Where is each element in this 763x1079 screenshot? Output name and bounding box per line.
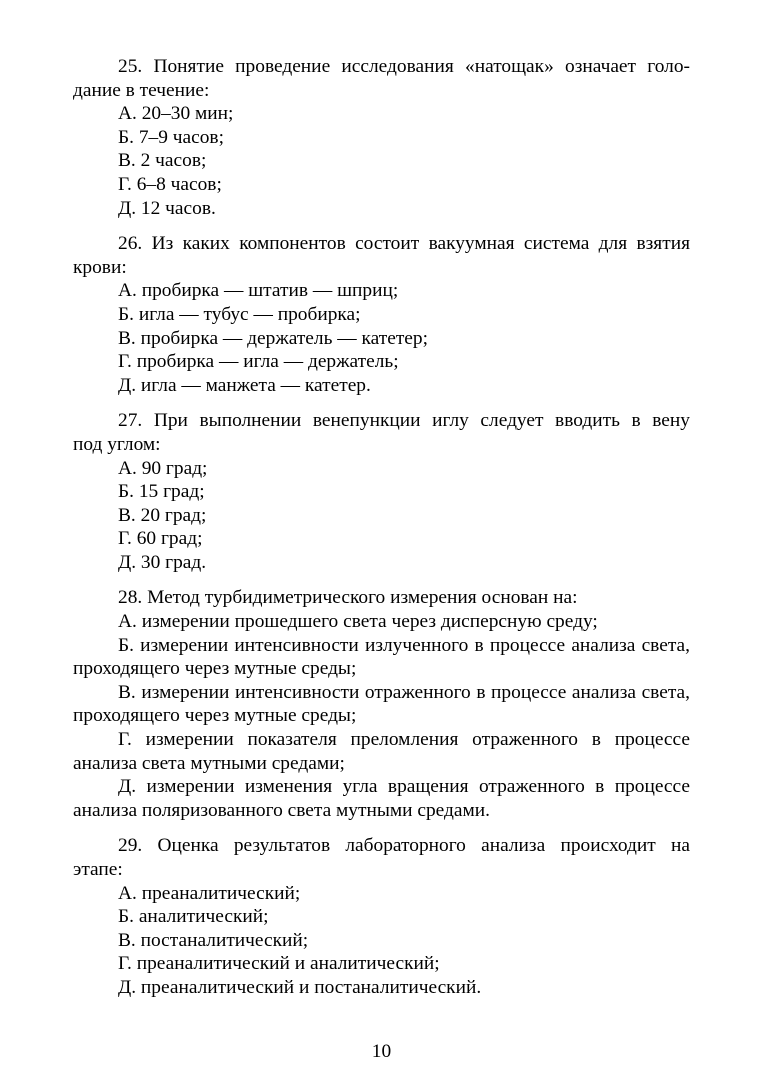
answer-option: Д. измерении изменения угла вращения отраженного в процессе анализа поляризованного света мутными средами. (73, 776, 690, 821)
question-text-line: 25. Понятие проведение исследования «натощак» означает голо- (118, 56, 690, 77)
answer-option: А. пробирка — штатив — шприц; (118, 280, 399, 302)
answer-option: А. измерении прошедшего света через дисперсную среду; (118, 611, 598, 633)
answer-option: Б. измерении интенсивности излученного в процессе анализа света, проходящего через мутные среды; (73, 634, 690, 680)
answer-option: А. 90 град; (118, 457, 208, 479)
question-text-line: под углом: (73, 433, 161, 455)
answer-option: Г. преаналитический и аналитический; (118, 953, 440, 975)
question-text-line: 29. Оценка результатов лабораторного анализа происходит на (118, 835, 690, 857)
question-28 (73, 586, 690, 822)
page-number: 10 (371, 1041, 392, 1062)
answer-option: Б. аналитический; (118, 906, 269, 928)
question-27 (73, 409, 690, 574)
answer-option: Б. 15 град; (118, 481, 205, 503)
answer-option: В. измерении интенсивности отраженного в процессе анализа света, проходящего через мутные среды; (73, 681, 690, 727)
answer-option: В. 2 часов; (118, 150, 207, 172)
question-text-line: этапе: (73, 859, 123, 880)
answer-option: А. преаналитический; (118, 882, 301, 904)
question-text-line: дание в течение: (73, 79, 210, 101)
question-text-line: 26. Из каких компонентов состоит вакуумная система для взятия (118, 233, 690, 255)
answer-option: В. постаналитический; (118, 929, 309, 951)
page-content (73, 55, 690, 1012)
answer-option: В. пробирка — держатель — катетер; (118, 327, 428, 349)
answer-option: В. 20 град; (118, 504, 207, 526)
answer-option: Б. игла — тубус — пробирка; (118, 303, 361, 325)
answer-option: А. 20–30 мин; (118, 103, 234, 125)
question-25 (73, 55, 690, 220)
answer-option: Д. игла — манжета — катетер. (118, 374, 371, 396)
question-text-line: крови: (73, 256, 127, 278)
question-text-line: 27. При выполнении венепункции иглу следует вводить в вену (118, 410, 690, 432)
answer-option: Г. измерении показателя преломления отраженного в процессе анализа света мутными средами; (73, 729, 690, 774)
answer-option: Д. преаналитический и постаналитический. (118, 976, 482, 998)
answer-option: Д. 30 град. (118, 551, 207, 573)
answer-option: Д. 12 часов. (118, 197, 216, 219)
answer-option: Г. пробирка — игла — держатель; (118, 351, 399, 373)
answer-option: Г. 6–8 часов; (118, 173, 222, 195)
question-29 (73, 834, 690, 999)
question-26 (73, 232, 690, 397)
answer-option: Б. 7–9 часов; (118, 126, 224, 148)
answer-option: Г. 60 град; (118, 528, 203, 550)
question-text-line: 28. Метод турбидиметрического измерения основан на: (118, 587, 578, 609)
